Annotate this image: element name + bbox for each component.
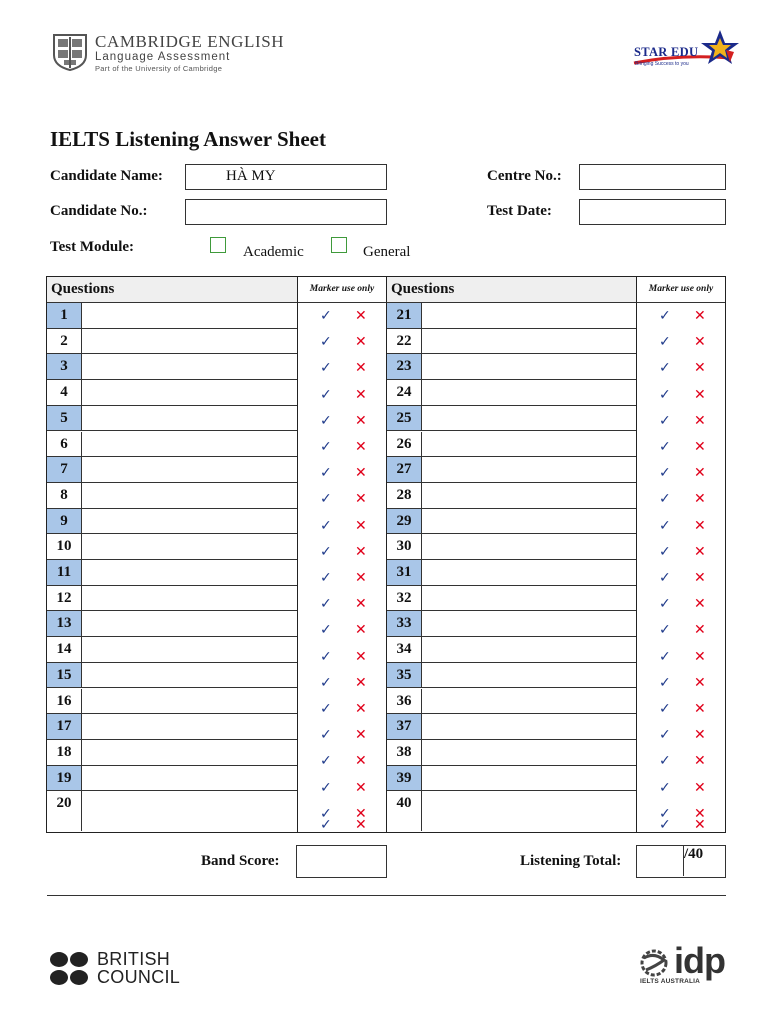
british-council-line2: COUNCIL — [97, 967, 181, 987]
question-number-label: 40 — [396, 795, 412, 812]
incorrect-mark-icon-15[interactable]: ✕ — [355, 674, 367, 691]
cambridge-english-logo — [52, 33, 314, 73]
answer-field-11[interactable] — [82, 560, 297, 586]
correct-mark-icon-11[interactable]: ✓ — [320, 570, 332, 586]
answer-field-39[interactable] — [422, 766, 637, 792]
cambridge-title: CAMBRIDGE ENGLISH — [95, 32, 285, 51]
star-edu-name: STAR EDU — [634, 45, 699, 59]
answer-row-7 — [47, 457, 297, 483]
answer-row-27 — [387, 457, 637, 483]
answer-row-9 — [47, 509, 297, 535]
listening-total-suffix: /40 — [684, 846, 704, 862]
answer-row-10 — [47, 534, 297, 560]
answer-field-18[interactable] — [82, 740, 297, 766]
answer-column-right — [386, 303, 636, 832]
correct-mark-icon-17[interactable]: ✓ — [320, 727, 332, 744]
answer-row-34 — [387, 637, 637, 663]
answer-field-26[interactable] — [422, 432, 637, 458]
question-number-label: 16 — [56, 692, 72, 709]
answer-row-16 — [47, 689, 297, 715]
answer-field-27[interactable] — [422, 457, 637, 483]
marker-header-left-label: Marker use only — [309, 284, 375, 294]
question-number-12 — [47, 586, 82, 612]
question-number-18 — [47, 740, 82, 766]
question-number-label: 18 — [56, 743, 72, 760]
answer-field-5[interactable] — [82, 406, 297, 432]
question-number-label: 36 — [396, 692, 412, 709]
questions-header-right — [386, 277, 636, 303]
correct-mark-icon-27[interactable]: ✓ — [659, 465, 671, 482]
question-number-20 — [47, 791, 82, 831]
question-number-34 — [387, 637, 422, 663]
question-number-23 — [387, 354, 422, 380]
question-number-label: 38 — [396, 743, 412, 760]
incorrect-mark-icon-34[interactable]: ✕ — [694, 648, 706, 665]
answer-row-15 — [47, 663, 297, 689]
correct-mark-icon-3[interactable]: ✓ — [320, 360, 332, 377]
answer-field-22[interactable] — [422, 329, 637, 355]
british-council-dots-icon — [50, 952, 92, 986]
incorrect-mark-icon-27[interactable]: ✕ — [694, 465, 706, 482]
question-number-7 — [47, 457, 82, 483]
correct-mark-icon-5[interactable]: ✓ — [320, 412, 332, 429]
answer-row-1 — [47, 303, 297, 329]
question-number-label: 34 — [396, 641, 412, 658]
answer-field-24[interactable] — [422, 380, 637, 406]
incorrect-mark-icon-12[interactable]: ✕ — [355, 596, 367, 613]
answer-row-29 — [387, 509, 637, 535]
question-number-label: 20 — [56, 795, 72, 812]
incorrect-mark-icon-17[interactable]: ✕ — [355, 727, 367, 744]
candidate-name-field[interactable] — [185, 164, 387, 190]
question-number-label: 32 — [396, 589, 412, 606]
correct-mark-icon-15[interactable]: ✓ — [320, 674, 332, 691]
correct-mark-icon-33[interactable]: ✓ — [659, 622, 671, 639]
incorrect-mark-icon-4[interactable]: ✕ — [355, 386, 367, 403]
question-number-38 — [387, 740, 422, 766]
correct-mark-icon-40-extra[interactable]: ✓ — [659, 817, 671, 834]
general-option-label: General — [363, 244, 411, 260]
question-number-label: 19 — [56, 769, 72, 786]
question-number-11 — [47, 560, 82, 586]
answer-field-28[interactable] — [422, 483, 637, 509]
question-number-label: 14 — [56, 641, 72, 658]
idp-wordmark: idp — [674, 940, 725, 981]
incorrect-mark-icon-23[interactable]: ✕ — [694, 360, 706, 377]
answer-field-29[interactable] — [422, 509, 637, 535]
cambridge-subtitle: Language Assessment — [95, 51, 231, 63]
answer-field-31[interactable] — [422, 560, 637, 586]
question-number-39 — [387, 766, 422, 792]
question-number-label: 24 — [396, 384, 412, 401]
answer-row-19 — [47, 766, 297, 792]
listening-total-field[interactable] — [636, 845, 726, 878]
marker-header-right — [636, 277, 725, 303]
answer-field-8[interactable] — [82, 483, 297, 509]
answer-row-12 — [47, 586, 297, 612]
incorrect-mark-icon-31[interactable]: ✕ — [694, 570, 706, 586]
answer-row-18 — [47, 740, 297, 766]
candidate-no-field[interactable] — [185, 199, 387, 225]
question-number-1 — [47, 303, 82, 329]
question-number-24 — [387, 380, 422, 406]
question-number-2 — [47, 329, 82, 355]
answer-row-21 — [387, 303, 637, 329]
question-number-3 — [47, 354, 82, 380]
question-number-40 — [387, 791, 422, 831]
question-number-5 — [47, 406, 82, 432]
question-number-21 — [387, 303, 422, 329]
incorrect-mark-icon-3[interactable]: ✕ — [355, 360, 367, 377]
question-number-31 — [387, 560, 422, 586]
sheet-title: IELTS Listening Answer Sheet — [50, 127, 326, 151]
general-checkbox[interactable] — [331, 237, 347, 253]
answer-row-30 — [387, 534, 637, 560]
question-number-label: 15 — [56, 666, 72, 683]
question-number-label: 23 — [396, 358, 412, 375]
answer-row-6 — [47, 432, 297, 458]
answer-row-38 — [387, 740, 637, 766]
answer-field-17[interactable] — [82, 714, 297, 740]
incorrect-mark-icon-20-extra[interactable]: ✕ — [355, 817, 367, 834]
answer-field-4[interactable] — [82, 380, 297, 406]
british-council-line1: BRITISH — [97, 949, 171, 969]
correct-mark-icon-2[interactable]: ✓ — [320, 334, 332, 351]
answer-row-31 — [387, 560, 637, 586]
correct-mark-icon-31[interactable]: ✓ — [659, 570, 671, 586]
candidate-name-label: Candidate Name: — [50, 168, 163, 184]
answer-field-1[interactable] — [82, 303, 297, 329]
correct-mark-icon-21[interactable]: ✓ — [659, 308, 671, 324]
correct-mark-icon-28[interactable]: ✓ — [659, 491, 671, 508]
answer-row-36 — [387, 689, 637, 715]
answer-row-39 — [387, 766, 637, 792]
incorrect-mark-icon-26[interactable]: ✕ — [694, 439, 706, 455]
incorrect-mark-icon-10[interactable]: ✕ — [355, 543, 367, 560]
answer-field-19[interactable] — [82, 766, 297, 792]
answer-row-35 — [387, 663, 637, 689]
correct-mark-icon-34[interactable]: ✓ — [659, 648, 671, 665]
answer-row-20 — [47, 791, 297, 831]
answer-row-26 — [387, 432, 637, 458]
incorrect-mark-icon-18[interactable]: ✕ — [355, 753, 367, 770]
answer-row-2 — [47, 329, 297, 355]
correct-mark-icon-19[interactable]: ✓ — [320, 779, 332, 796]
answer-row-8 — [47, 483, 297, 509]
question-number-37 — [387, 714, 422, 740]
centre-no-label: Centre No.: — [487, 168, 562, 184]
answer-field-35[interactable] — [422, 663, 637, 689]
incorrect-mark-icon-37[interactable]: ✕ — [694, 727, 706, 744]
questions-header-right-label: Questions — [391, 281, 455, 297]
incorrect-mark-icon-30[interactable]: ✕ — [694, 543, 706, 560]
candidate-name-value: HÀ MY — [226, 168, 276, 184]
answer-row-25 — [387, 406, 637, 432]
test-date-label: Test Date: — [487, 203, 552, 219]
question-number-label: 21 — [396, 307, 412, 323]
question-number-label: 11 — [56, 564, 72, 580]
incorrect-mark-icon-16[interactable]: ✕ — [355, 701, 367, 717]
question-number-label: 22 — [396, 332, 412, 349]
incorrect-mark-icon-11[interactable]: ✕ — [355, 570, 367, 586]
question-number-32 — [387, 586, 422, 612]
incorrect-mark-icon-14[interactable]: ✕ — [355, 648, 367, 665]
cambridge-tagline: Part of the University of Cambridge — [95, 64, 223, 73]
question-number-17 — [47, 714, 82, 740]
correct-mark-icon-22[interactable]: ✓ — [659, 334, 671, 351]
correct-mark-icon-14[interactable]: ✓ — [320, 648, 332, 665]
answer-field-34[interactable] — [422, 637, 637, 663]
question-number-label: 2 — [60, 332, 68, 349]
footer-divider — [47, 895, 726, 896]
correct-mark-icon-20[interactable]: ✓ — [320, 805, 332, 822]
question-number-25 — [387, 406, 422, 432]
question-number-label: 1 — [60, 307, 68, 323]
answer-row-22 — [387, 329, 637, 355]
answer-field-10[interactable] — [82, 534, 297, 560]
answer-field-16[interactable] — [82, 689, 297, 715]
correct-mark-icon-6[interactable]: ✓ — [320, 439, 332, 455]
question-number-label: 37 — [396, 718, 412, 735]
star-edu-tagline: Bringing Success to you — [635, 61, 689, 67]
answer-row-4 — [47, 380, 297, 406]
candidate-no-label: Candidate No.: — [50, 203, 148, 219]
correct-mark-icon-26[interactable]: ✓ — [659, 439, 671, 455]
idp-subtitle: IELTS AUSTRALIA — [640, 978, 701, 985]
correct-mark-icon-36[interactable]: ✓ — [659, 701, 671, 717]
correct-mark-icon-25[interactable]: ✓ — [659, 412, 671, 429]
question-number-33 — [387, 611, 422, 637]
question-number-29 — [387, 509, 422, 535]
star-edu-logo — [630, 28, 745, 72]
incorrect-mark-icon-40-extra[interactable]: ✕ — [694, 817, 706, 834]
correct-mark-icon-13[interactable]: ✓ — [320, 622, 332, 639]
test-date-field[interactable] — [579, 199, 726, 225]
question-number-label: 26 — [396, 435, 412, 452]
correct-mark-icon-8[interactable]: ✓ — [320, 491, 332, 508]
correct-mark-icon-10[interactable]: ✓ — [320, 543, 332, 560]
question-number-19 — [47, 766, 82, 792]
question-number-8 — [47, 483, 82, 509]
correct-mark-icon-20-extra[interactable]: ✓ — [320, 817, 332, 834]
question-number-label: 4 — [60, 384, 68, 401]
incorrect-mark-icon-9[interactable]: ✕ — [355, 517, 367, 534]
incorrect-mark-icon-28[interactable]: ✕ — [694, 491, 706, 508]
correct-mark-icon-32[interactable]: ✓ — [659, 596, 671, 613]
question-number-label: 10 — [56, 538, 72, 555]
centre-no-field[interactable] — [579, 164, 726, 190]
marker-column-left — [297, 303, 386, 832]
incorrect-mark-icon-13[interactable]: ✕ — [355, 622, 367, 639]
incorrect-mark-icon-29[interactable]: ✕ — [694, 517, 706, 534]
answer-row-5 — [47, 406, 297, 432]
answer-field-36[interactable] — [422, 689, 637, 715]
idp-logo — [638, 940, 738, 990]
answer-field-23[interactable] — [422, 354, 637, 380]
incorrect-mark-icon-20[interactable]: ✕ — [355, 805, 367, 822]
answer-field-37[interactable] — [422, 714, 637, 740]
question-number-label: 27 — [396, 461, 412, 478]
question-number-label: 5 — [60, 409, 68, 426]
question-number-36 — [387, 689, 422, 715]
answer-field-2[interactable] — [82, 329, 297, 355]
correct-mark-icon-18[interactable]: ✓ — [320, 753, 332, 770]
correct-mark-icon-1[interactable]: ✓ — [320, 308, 332, 324]
incorrect-mark-icon-5[interactable]: ✕ — [355, 412, 367, 429]
answer-field-33[interactable] — [422, 611, 637, 637]
question-number-28 — [387, 483, 422, 509]
answer-row-40 — [387, 791, 637, 831]
british-council-logo — [50, 950, 200, 990]
question-number-27 — [387, 457, 422, 483]
answer-row-14 — [47, 637, 297, 663]
answer-field-38[interactable] — [422, 740, 637, 766]
academic-checkbox[interactable] — [210, 237, 226, 253]
incorrect-mark-icon-8[interactable]: ✕ — [355, 491, 367, 508]
question-number-30 — [387, 534, 422, 560]
question-number-16 — [47, 689, 82, 715]
answer-row-17 — [47, 714, 297, 740]
incorrect-mark-icon-25[interactable]: ✕ — [694, 412, 706, 429]
correct-mark-icon-37[interactable]: ✓ — [659, 727, 671, 744]
questions-header-left-label: Questions — [51, 281, 115, 297]
incorrect-mark-icon-1[interactable]: ✕ — [355, 308, 367, 324]
answer-field-21[interactable] — [422, 303, 637, 329]
incorrect-mark-icon-40[interactable]: ✕ — [694, 805, 706, 822]
answer-field-9[interactable] — [82, 509, 297, 535]
answer-grid — [46, 276, 726, 833]
question-number-label: 33 — [396, 615, 412, 632]
answer-field-30[interactable] — [422, 534, 637, 560]
incorrect-mark-icon-39[interactable]: ✕ — [694, 779, 706, 796]
question-number-label: 31 — [396, 564, 412, 580]
question-number-label: 35 — [396, 666, 412, 683]
answer-field-13[interactable] — [82, 611, 297, 637]
band-score-field[interactable] — [296, 845, 387, 878]
correct-mark-icon-4[interactable]: ✓ — [320, 386, 332, 403]
answer-field-15[interactable] — [82, 663, 297, 689]
incorrect-mark-icon-36[interactable]: ✕ — [694, 701, 706, 717]
answer-field-14[interactable] — [82, 637, 297, 663]
incorrect-mark-icon-19[interactable]: ✕ — [355, 779, 367, 796]
incorrect-mark-icon-6[interactable]: ✕ — [355, 439, 367, 455]
answer-field-32[interactable] — [422, 586, 637, 612]
question-number-9 — [47, 509, 82, 535]
question-number-label: 25 — [396, 409, 412, 426]
answer-field-12[interactable] — [82, 586, 297, 612]
question-number-13 — [47, 611, 82, 637]
answer-field-7[interactable] — [82, 457, 297, 483]
incorrect-mark-icon-33[interactable]: ✕ — [694, 622, 706, 639]
correct-mark-icon-39[interactable]: ✓ — [659, 779, 671, 796]
question-number-35 — [387, 663, 422, 689]
answer-field-3[interactable] — [82, 354, 297, 380]
correct-mark-icon-9[interactable]: ✓ — [320, 517, 332, 534]
answer-row-28 — [387, 483, 637, 509]
answer-row-13 — [47, 611, 297, 637]
incorrect-mark-icon-38[interactable]: ✕ — [694, 753, 706, 770]
idp-globe-icon — [638, 948, 674, 978]
question-number-6 — [47, 432, 82, 458]
answer-row-11 — [47, 560, 297, 586]
answer-row-23 — [387, 354, 637, 380]
test-module-label: Test Module: — [50, 239, 135, 255]
answer-row-33 — [387, 611, 637, 637]
question-number-label: 3 — [60, 358, 68, 375]
answer-row-3 — [47, 354, 297, 380]
correct-mark-icon-23[interactable]: ✓ — [659, 360, 671, 377]
question-number-14 — [47, 637, 82, 663]
question-number-label: 8 — [60, 486, 68, 503]
cambridge-shield-icon — [52, 33, 88, 71]
question-number-label: 29 — [396, 512, 412, 529]
question-number-label: 6 — [60, 435, 68, 452]
incorrect-mark-icon-7[interactable]: ✕ — [355, 465, 367, 482]
correct-mark-icon-7[interactable]: ✓ — [320, 465, 332, 482]
marker-column-right — [636, 303, 725, 832]
correct-mark-icon-35[interactable]: ✓ — [659, 674, 671, 691]
incorrect-mark-icon-32[interactable]: ✕ — [694, 596, 706, 613]
band-score-label: Band Score: — [201, 853, 280, 869]
question-number-15 — [47, 663, 82, 689]
incorrect-mark-icon-21[interactable]: ✕ — [694, 308, 706, 324]
question-number-label: 12 — [56, 589, 72, 606]
question-number-10 — [47, 534, 82, 560]
answer-row-37 — [387, 714, 637, 740]
question-number-label: 13 — [56, 615, 72, 632]
correct-mark-icon-24[interactable]: ✓ — [659, 386, 671, 403]
correct-mark-icon-38[interactable]: ✓ — [659, 753, 671, 770]
answer-field-25[interactable] — [422, 406, 637, 432]
incorrect-mark-icon-24[interactable]: ✕ — [694, 386, 706, 403]
academic-option-label: Academic — [243, 244, 304, 260]
answer-field-20[interactable] — [82, 791, 297, 831]
answer-field-40[interactable] — [422, 791, 637, 831]
incorrect-mark-icon-35[interactable]: ✕ — [694, 674, 706, 691]
question-number-label: 7 — [60, 461, 68, 478]
correct-mark-icon-30[interactable]: ✓ — [659, 543, 671, 560]
answer-row-32 — [387, 586, 637, 612]
question-number-label: 17 — [56, 718, 72, 735]
question-number-22 — [387, 329, 422, 355]
answer-field-6[interactable] — [82, 432, 297, 458]
listening-total-label: Listening Total: — [520, 853, 622, 869]
incorrect-mark-icon-22[interactable]: ✕ — [694, 334, 706, 351]
question-number-label: 39 — [396, 769, 412, 786]
incorrect-mark-icon-2[interactable]: ✕ — [355, 334, 367, 351]
correct-mark-icon-40[interactable]: ✓ — [659, 805, 671, 822]
question-number-label: 9 — [60, 512, 68, 529]
answer-row-24 — [387, 380, 637, 406]
correct-mark-icon-12[interactable]: ✓ — [320, 596, 332, 613]
question-number-label: 28 — [396, 486, 412, 503]
question-number-4 — [47, 380, 82, 406]
question-number-26 — [387, 432, 422, 458]
correct-mark-icon-29[interactable]: ✓ — [659, 517, 671, 534]
marker-header-left — [297, 277, 386, 303]
questions-header-left — [47, 277, 297, 303]
correct-mark-icon-16[interactable]: ✓ — [320, 701, 332, 717]
marker-header-right-label: Marker use only — [648, 284, 714, 294]
question-number-label: 30 — [396, 538, 412, 555]
